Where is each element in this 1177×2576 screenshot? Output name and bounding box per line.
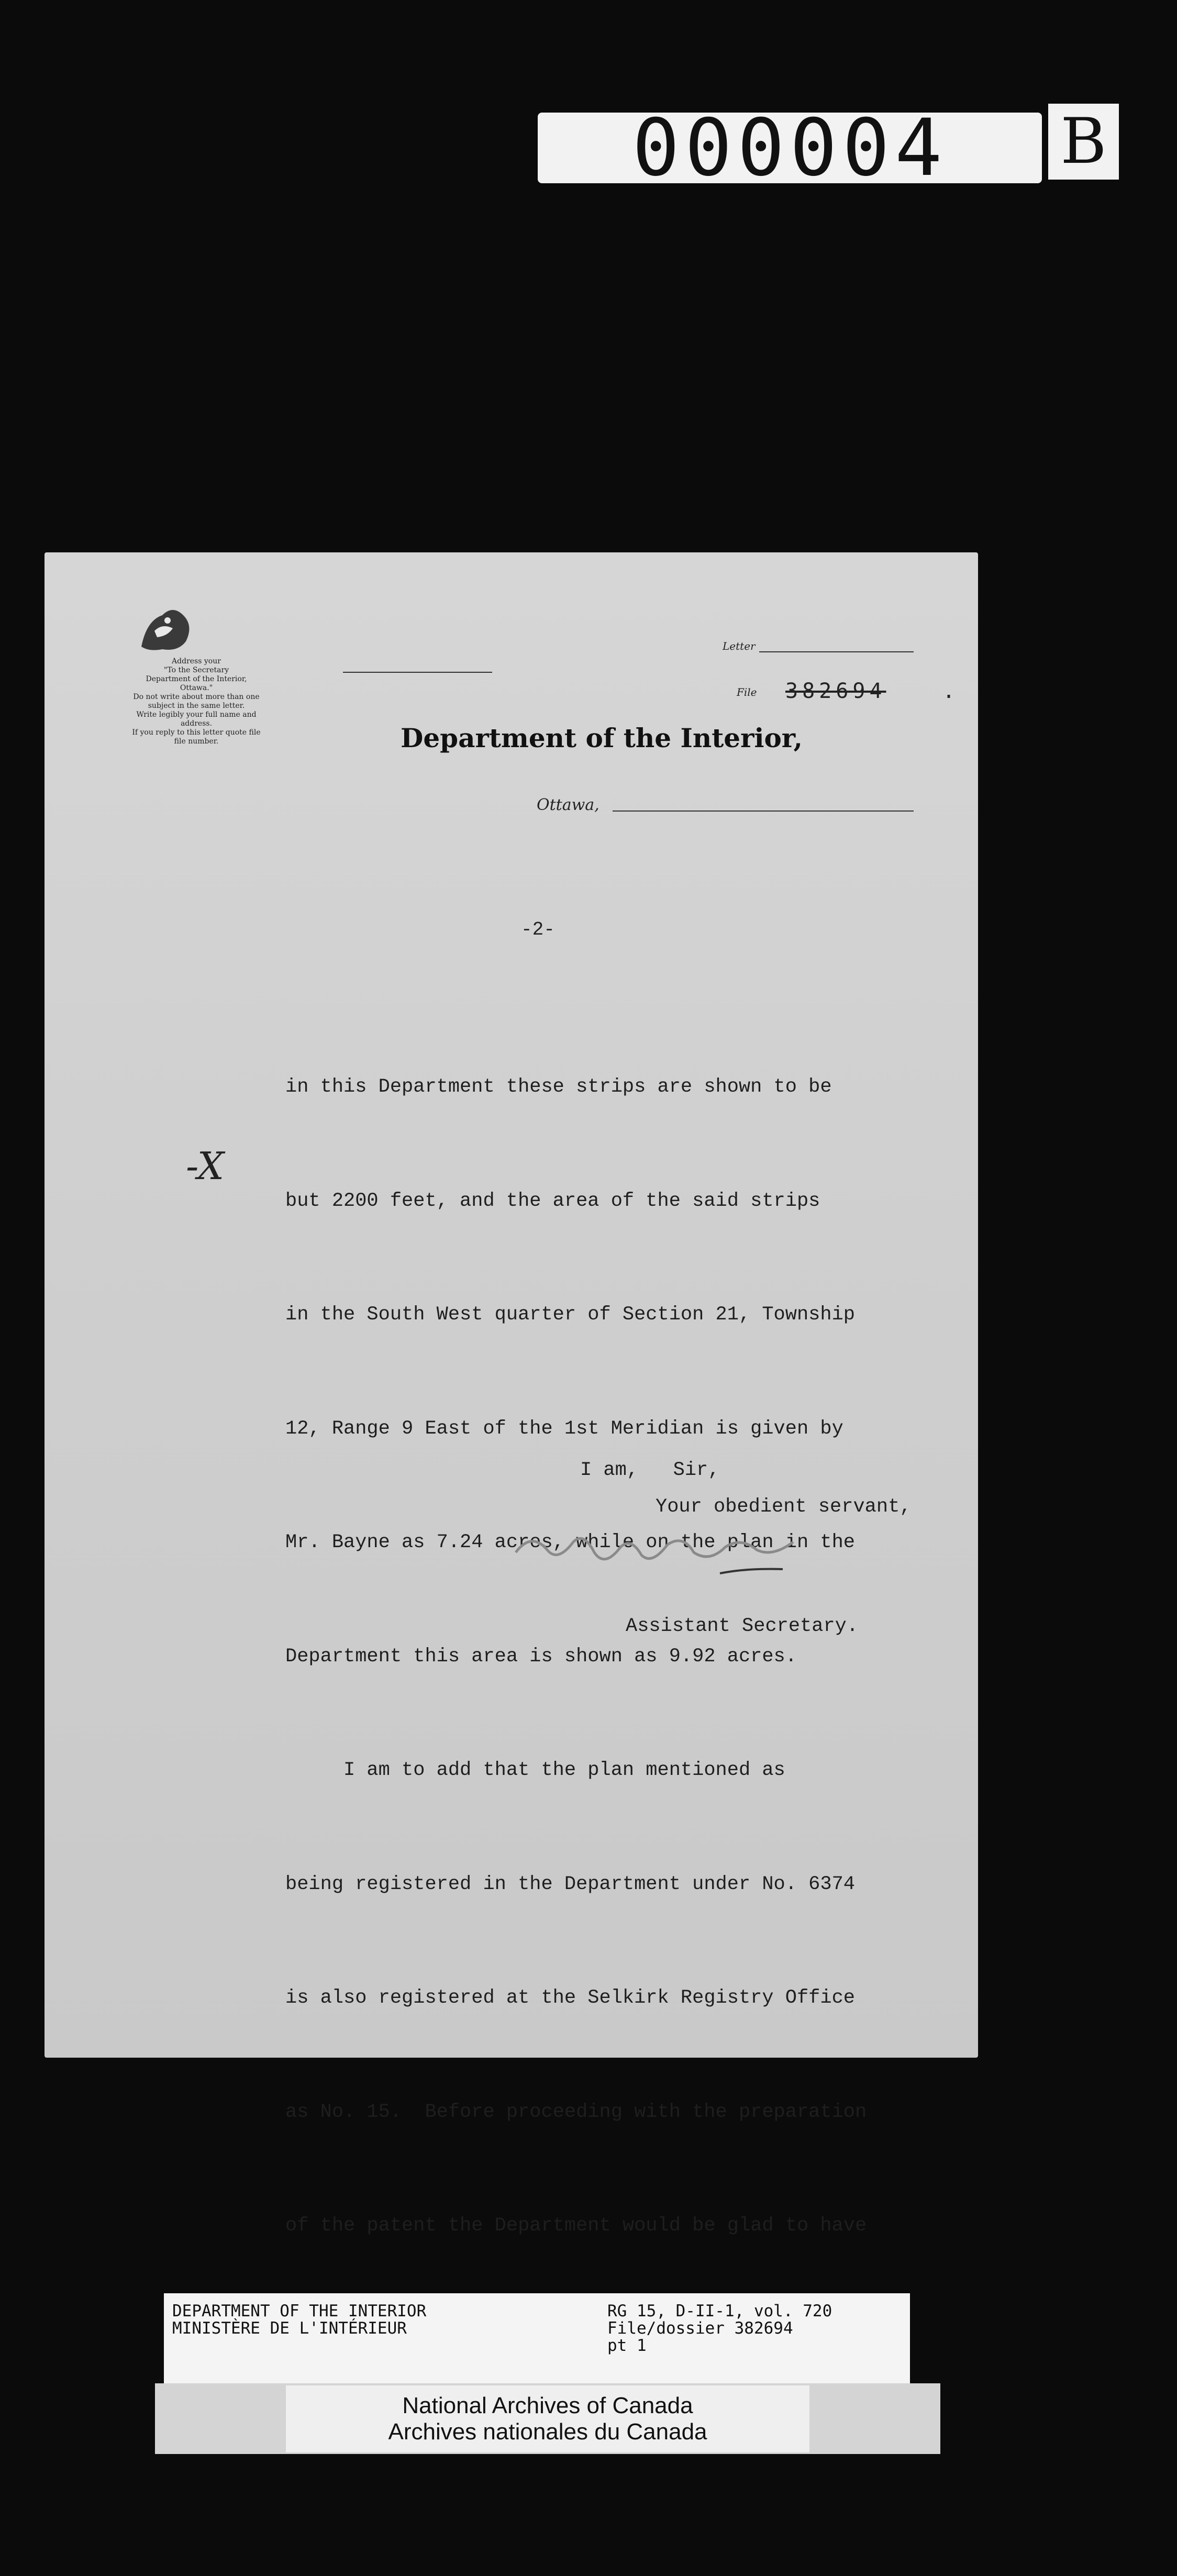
frame-suffix: B — [1060, 105, 1107, 178]
valediction: Your obedient servant, — [656, 1496, 912, 1518]
body-line: Mr. Bayne as 7.24 acres, while on the plan in the — [285, 1531, 855, 1553]
date-blank-line — [613, 810, 914, 812]
department-title: Department of the Interior, — [401, 723, 803, 753]
letterhead-instructions — [113, 657, 280, 746]
letter-blank-line — [759, 651, 914, 652]
archive-department — [172, 2303, 426, 2337]
archive-part: pt 1 — [607, 2336, 647, 2355]
page-number: -2- — [521, 919, 555, 940]
letter-label: Letter — [723, 640, 756, 652]
header-blank-line — [343, 672, 492, 673]
archive-reference — [607, 2303, 832, 2355]
crest-icon — [131, 599, 199, 657]
archive-dept-en: DEPARTMENT OF THE INTERIOR — [172, 2302, 427, 2320]
sidebar-line: If you reply to this letter quote file — [132, 728, 261, 737]
letter-body — [285, 992, 966, 2397]
file-label: File — [737, 686, 757, 698]
signature-mark — [510, 1521, 814, 1584]
body-line: 12, Range 9 East of the 1st Meridian is given by — [285, 1417, 843, 1440]
sidebar-line: address. — [180, 719, 213, 728]
archive-dept-fr: MINISTÈRE DE L'INTÉRIEUR — [172, 2319, 407, 2338]
archives-en: National Archives of Canada — [402, 2392, 693, 2418]
body-line: of the patent the Department would be glad to have — [285, 2215, 867, 2237]
archives-fr: Archives nationales du Canada — [388, 2418, 707, 2445]
frame-number-label — [538, 102, 1042, 194]
body-line: is also registered at the Selkirk Registry Office — [285, 1987, 855, 2009]
archive-rg: RG 15, D-II-1, vol. 720 — [607, 2302, 832, 2320]
sidebar-line: "To the Secretary — [163, 666, 229, 674]
body-line: being registered in the Department under No. 6374 — [285, 1873, 855, 1895]
archives-name — [286, 2385, 809, 2452]
archives-banner — [155, 2383, 940, 2454]
sidebar-line: Ottawa." — [180, 684, 213, 692]
margin-mark: -X — [186, 1144, 225, 1188]
body-line: as No. 15. Before proceeding with the preparation — [285, 2101, 867, 2123]
frame-suffix-label — [1048, 104, 1119, 180]
body-line: in this Department these strips are shown to be — [285, 1076, 832, 1098]
frame-number: 000004 — [632, 102, 948, 194]
sidebar-line: file number. — [174, 737, 219, 746]
body-line: Department this area is shown as 9.92 acres. — [285, 1645, 797, 1668]
body-line: I am to add that the plan mentioned as — [285, 1759, 785, 1781]
salutation: I am, Sir, — [580, 1459, 720, 1481]
sidebar-line: Do not write about more than one — [133, 693, 260, 701]
body-line: in the South West quarter of Section 21, Township — [285, 1304, 855, 1326]
file-dot: . — [942, 679, 960, 703]
file-number: 382694 — [785, 679, 886, 703]
sidebar-line: Address your — [172, 657, 221, 665]
sidebar-line: Write legibly your full name and — [136, 710, 257, 719]
signer-title: Assistant Secretary. — [626, 1615, 859, 1637]
sidebar-line: Department of the Interior, — [146, 675, 247, 683]
ottawa-label: Ottawa, — [537, 796, 599, 814]
sidebar-line: subject in the same letter. — [148, 702, 245, 710]
archive-file: File/dossier 382694 — [607, 2319, 793, 2338]
archive-reference-label — [164, 2293, 910, 2383]
body-line: but 2200 feet, and the area of the said strips — [285, 1190, 820, 1212]
